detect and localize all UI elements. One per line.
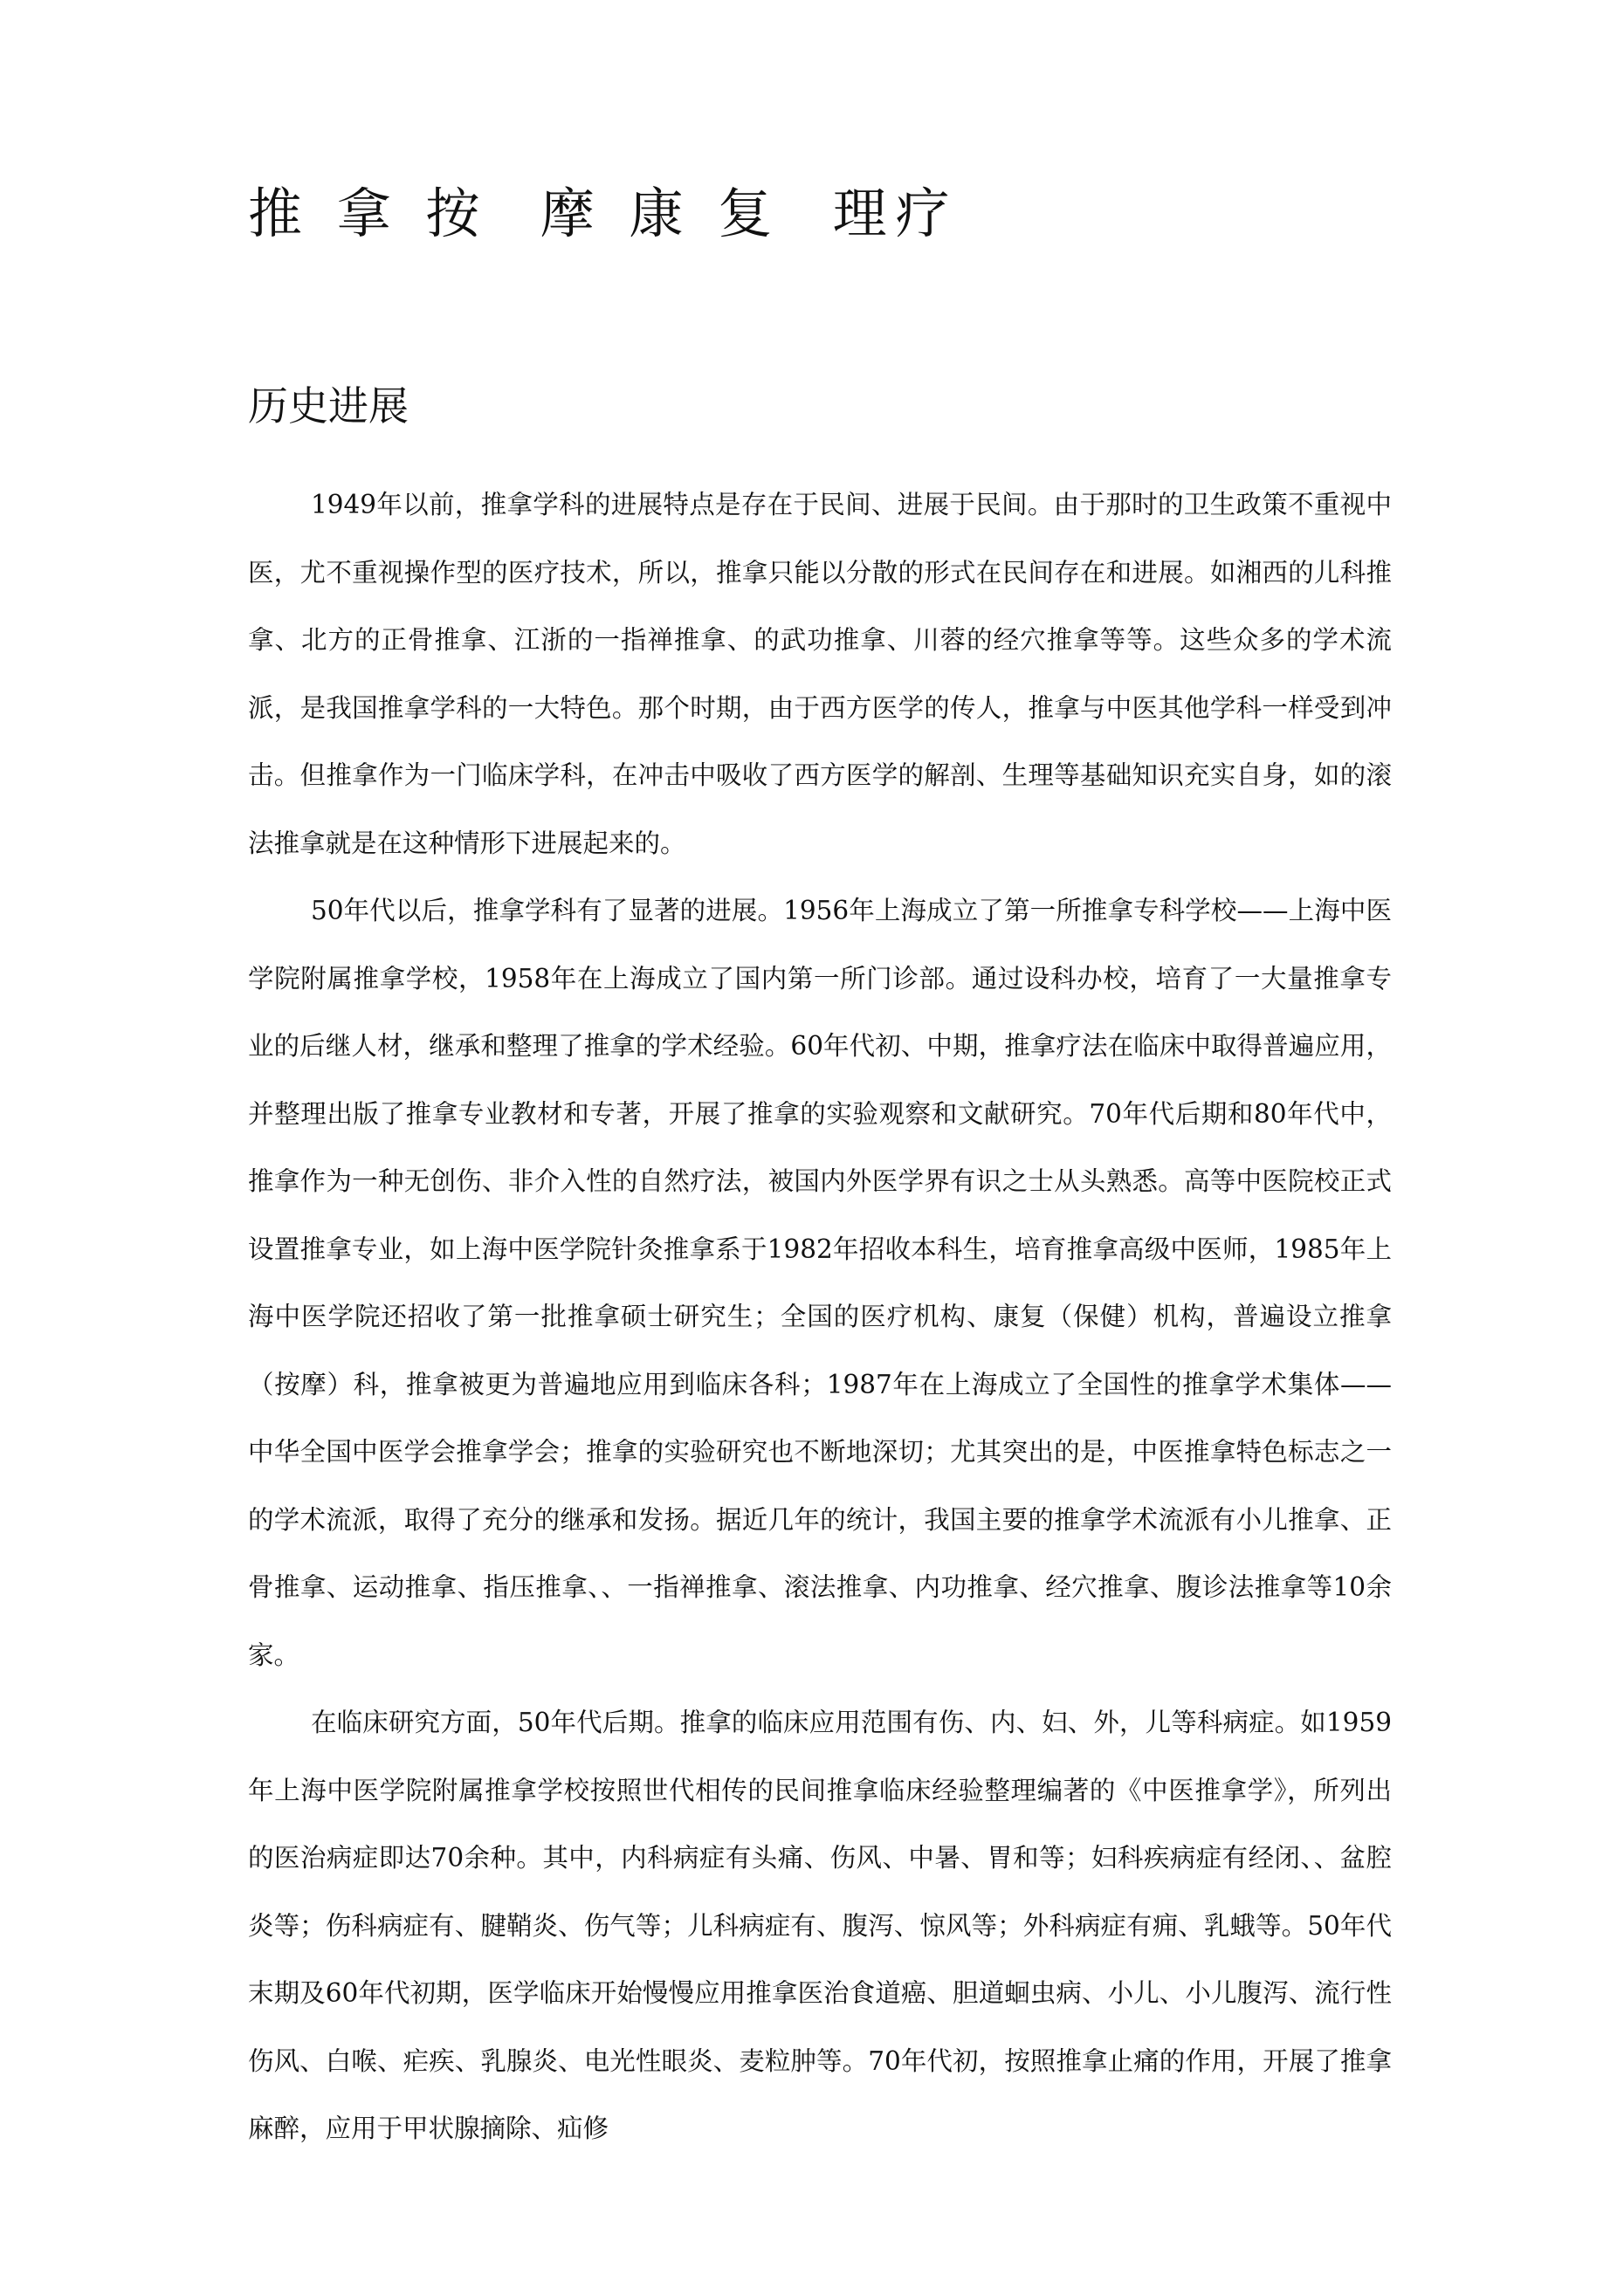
section-heading: 历史进展 bbox=[248, 382, 409, 430]
document-body bbox=[248, 471, 1392, 2163]
paragraph: 50年代以后，推拿学科有了显著的进展。1956年上海成立了第一所推拿专科学校——上海中医学院附属推拿学校，1958年在上海成立了国内第一所门诊部。通过设科办校，培育了一大量推拿专业的后继人材，继承和整理了推拿的学术经验。60年代初、中期，推拿疗法在临床中取得普遍应用，并整理出版了推拿专业教材和专著，开展了推拿的实验观察和文献研究。70年代后期和80年代中，推拿作为一种无创伤、非介入性的自然疗法，被国内外医学界有识之士从头熟悉。高等中医院校正式设置推拿专业，如上海中医学院针灸推拿系于1982年招收本科生，培育推拿高级中医师，1985年上海中医学院还招收了第一批推拿硕士研究生；全国的医疗机构、康复（保健）机构，普遍设立推拿（按摩）科，推拿被更为普遍地应用到临床各科；1987年在上海成立了全国性的推拿学术集体——中华全国中医学会推拿学会；推拿的实验研究也不断地深切；尤其突出的是，中医推拿特色标志之一的学术流派，取得了充分的继承和发扬。据近几年的统计，我国主要的推拿学术流派有小儿推拿、正骨推拿、运动推拿、指压推拿、、一指禅推拿、滚法推拿、内功推拿、经穴推拿、腹诊法推拿等10余家。 bbox=[248, 896, 1392, 1670]
document-title: 推 拿 按 摩 康 复 理疗 bbox=[248, 182, 959, 245]
paragraph: 1949年以前，推拿学科的进展特点是存在于民间、进展于民间。由于那时的卫生政策不重视中医，尤不重视操作型的医疗技术，所以，推拿只能以分散的形式在民间存在和进展。如湘西的儿科推拿、北方的正骨推拿、江浙的一指禅推拿、的武功推拿、川蓉的经穴推拿等等。这些众多的学术流派，是我国推拿学科的一大特色。那个时期，由于西方医学的传人，推拿与中医其他学科一样受到冲击。但推拿作为一门临床学科，在冲击中吸收了西方医学的解剖、生理等基础知识充实自身，如的滚法推拿就是在这种情形下进展起来的。 bbox=[248, 490, 1392, 858]
paragraph: 在临床研究方面，50年代后期。推拿的临床应用范围有伤、内、妇、外，儿等科病症。如1959年上海中医学院附属推拿学校按照世代相传的民间推拿临床经验整理编著的《中医推拿学》，所列出的医治病症即达70余种。其中，内科病症有头痛、伤风、中暑、胃和等；妇科疾病症有经闭、、盆腔炎等；伤科病症有、腱鞘炎、伤气等；儿科病症有、腹泻、惊风等；外科病症有痈、乳蛾等。50年代末期及60年代初期，医学临床开始慢慢应用推拿医治食道癌、胆道蛔虫病、小儿、小儿腹泻、流行性伤风、白喉、疟疾、乳腺炎、电光性眼炎、麦粒肿等。70年代初，按照推拿止痛的作用，开展了推拿麻醉，应用于甲状腺摘除、疝修 bbox=[248, 1708, 1392, 2143]
